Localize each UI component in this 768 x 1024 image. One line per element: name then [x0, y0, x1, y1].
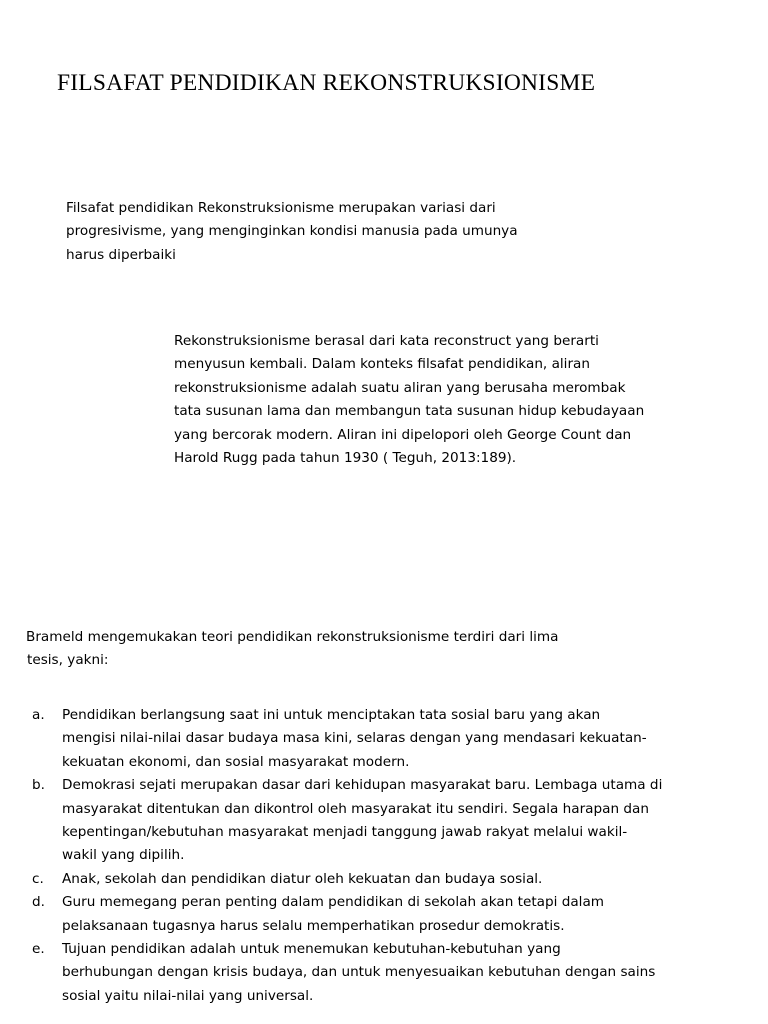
thesis-line: Guru memegang peran penting dalam pendidikan di sekolah akan tetapi dalam [62, 894, 605, 911]
intro-line: progresivisme, yang menginginkan kondisi manusia pada umunya [66, 223, 518, 240]
thesis-line: Demokrasi sejati merupakan dasar dari kehidupan masyarakat baru. Lembaga utama di [62, 777, 663, 794]
thesis-item-a [26, 704, 756, 774]
intro-line: harus diperbaiki [66, 246, 176, 263]
brameld-paragraph [26, 626, 558, 673]
list-marker: e. [32, 941, 45, 958]
thesis-line: mengisi nilai-nilai dasar budaya masa kini, selaras dengan yang mendasari kekuatan- [62, 730, 647, 747]
thesis-item-b [26, 774, 756, 868]
list-marker: d. [32, 894, 45, 911]
origin-line: rekonstruksionisme adalah suatu aliran yang berusaha merombak [174, 379, 626, 396]
list-marker: b. [32, 777, 45, 794]
origin-paragraph [174, 330, 644, 470]
thesis-line: sosial yaitu nilai-nilai yang universal. [62, 987, 314, 1004]
thesis-line: pelaksanaan tugasnya harus selalu memperhatikan prosedur demokratis. [62, 917, 565, 934]
thesis-line: wakil yang dipilih. [62, 847, 185, 864]
origin-line: menyusun kembali. Dalam konteks filsafat pendidikan, aliran [174, 356, 590, 373]
brameld-line: Brameld mengemukakan teori pendidikan rekonstruksionisme terdiri dari lima [26, 629, 559, 645]
thesis-item-c [26, 868, 756, 891]
thesis-item-d [26, 891, 756, 938]
intro-paragraph [66, 197, 518, 267]
theses-list [26, 704, 756, 1008]
brameld-line: tesis, yakni: [27, 652, 109, 669]
list-marker: c. [32, 870, 44, 887]
thesis-line: kekuatan ekonomi, dan sosial masyarakat modern. [62, 753, 410, 770]
origin-line: Harold Rugg pada tahun 1930 ( Teguh, 2013:189). [174, 450, 517, 467]
page-title: FILSAFAT PENDIDIKAN REKONSTRUKSIONISME [57, 70, 596, 96]
origin-line: yang bercorak modern. Aliran ini dipelopori oleh George Count dan [174, 426, 632, 443]
list-marker: a. [32, 707, 45, 723]
thesis-line: Anak, sekolah dan pendidikan diatur oleh kekuatan dan budaya sosial. [62, 870, 543, 887]
thesis-line: kepentingan/kebutuhan masyarakat menjadi tanggung jawab rakyat melalui wakil- [62, 824, 628, 841]
thesis-line: berhubungan dengan krisis budaya, dan untuk menyesuaikan kebutuhan dengan sains [62, 964, 656, 981]
thesis-line: masyarakat ditentukan dan dikontrol oleh masyarakat itu sendiri. Segala harapan dan [62, 800, 649, 817]
thesis-item-e [26, 938, 756, 1008]
intro-line: Filsafat pendidikan Rekonstruksionisme merupakan variasi dari [66, 200, 496, 216]
origin-line: tata susunan lama dan membangun tata susunan hidup kebudayaan [174, 403, 645, 420]
origin-line: Rekonstruksionisme berasal dari kata reconstruct yang berarti [174, 333, 599, 349]
thesis-line: Pendidikan berlangsung saat ini untuk menciptakan tata sosial baru yang akan [62, 707, 601, 723]
thesis-line: Tujuan pendidikan adalah untuk menemukan kebutuhan-kebutuhan yang [62, 941, 561, 958]
